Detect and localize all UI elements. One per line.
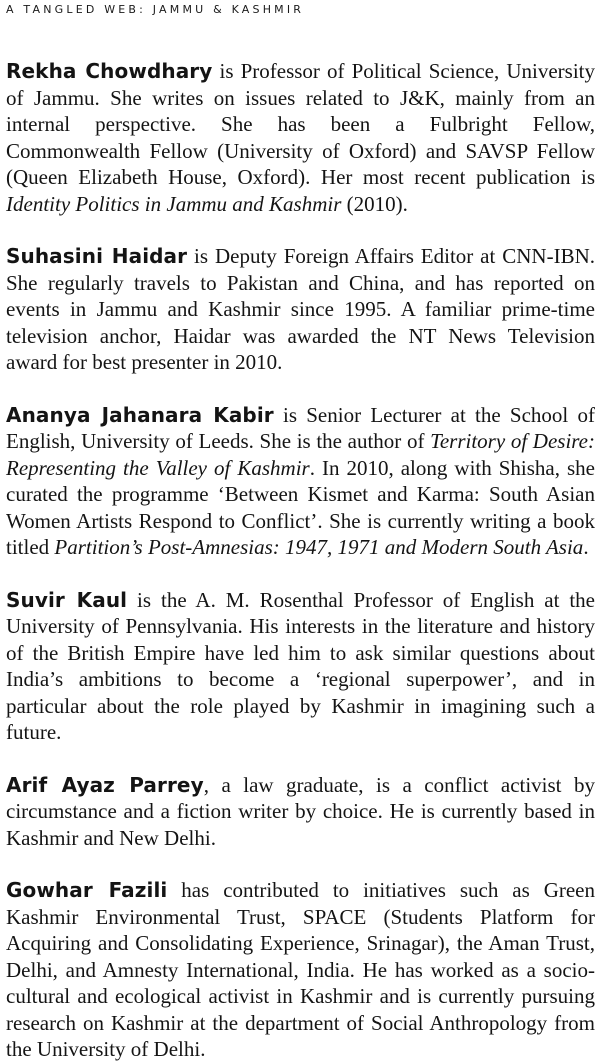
bio-text: has contributed to initiatives such as Green Kashmir Environmental Trust, SPACE (Students Platform for Acquiring and Consolidating Experience, Srinagar), the Aman Trust, Delhi, and Amnesty International, India. He has worked as a socio-cultural and ecological activist in Kashmir and is currently pursuing research on Kashmir at the department of Social Anthropology from the University of Delhi. <box>6 878 595 1061</box>
contributor-bio-arif-ayaz-parrey <box>6 772 595 852</box>
bio-text: is Deputy Foreign Affairs Editor at CNN-IBN. She regularly travels to Pakistan and China, and has reported on events in Jammu and Kashmir since 1995. A familiar prime-time television anchor, Haidar was awarded the NT News Television award for best presenter in 2010. <box>6 244 595 374</box>
bio-text: . In 2010, along with Shisha, she curated the programme ‘Between Kismet and Karma: South Asian Women Artists Respond to Conflict’. She is currently writing a book titled <box>6 455 595 559</box>
contributor-name: Rekha Chowdhary <box>6 59 213 83</box>
bio-text: is the A. M. Rosenthal Professor of English at the University of Pennsylvania. His interests in the literature and history of the British Empire have led him to ask similar questions about India’s ambitions to become a ‘regional superpower’, and in particular about the role played by Kashmir in imagining such a future. <box>6 587 595 744</box>
contributor-bio-ananya-jahanara-kabir <box>6 402 595 561</box>
publication-title: Partition’s Post-Amnesias: 1947, 1971 and Modern South Asia <box>54 535 584 559</box>
running-head: A TANGLED WEB: JAMMU & KASHMIR <box>6 3 305 16</box>
contributor-name: Gowhar Fazili <box>6 878 168 902</box>
bio-text: , a law graduate, is a conflict activist by circumstance and a fiction writer by choice. He is currently based in Kashmir and New Delhi. <box>6 772 595 850</box>
bio-text: . <box>583 535 589 559</box>
contributor-bio-rekha-chowdhary <box>6 58 595 217</box>
publication-title: Identity Politics in Jammu and Kashmir <box>6 191 342 216</box>
publication-title: Territory of Desire: Representing the Valley of Kashmir <box>6 429 596 480</box>
contributor-name: Suvir Kaul <box>6 587 128 612</box>
contributor-bio-suhasini-haidar <box>6 243 595 376</box>
bio-text: is Senior Lecturer at the School of English, University of Leeds. She is the author of <box>6 402 595 453</box>
bio-text: (2010). <box>341 191 408 216</box>
contributor-name: Suhasini Haidar <box>6 244 188 268</box>
contributor-name: Arif Ayaz Parrey <box>6 772 204 797</box>
bio-text: is Professor of Political Science, University of Jammu. She writes on issues related to J&K, mainly from an internal perspective. She has been a Fulbright Fellow, Commonwealth Fellow (University of Oxford) and SAVSP Fellow (Queen Elizabeth House, Oxford). Her most recent publication is <box>6 59 596 189</box>
contributor-name: Ananya Jahanara Kabir <box>6 402 274 427</box>
contributor-bio-suvir-kaul <box>6 587 595 746</box>
